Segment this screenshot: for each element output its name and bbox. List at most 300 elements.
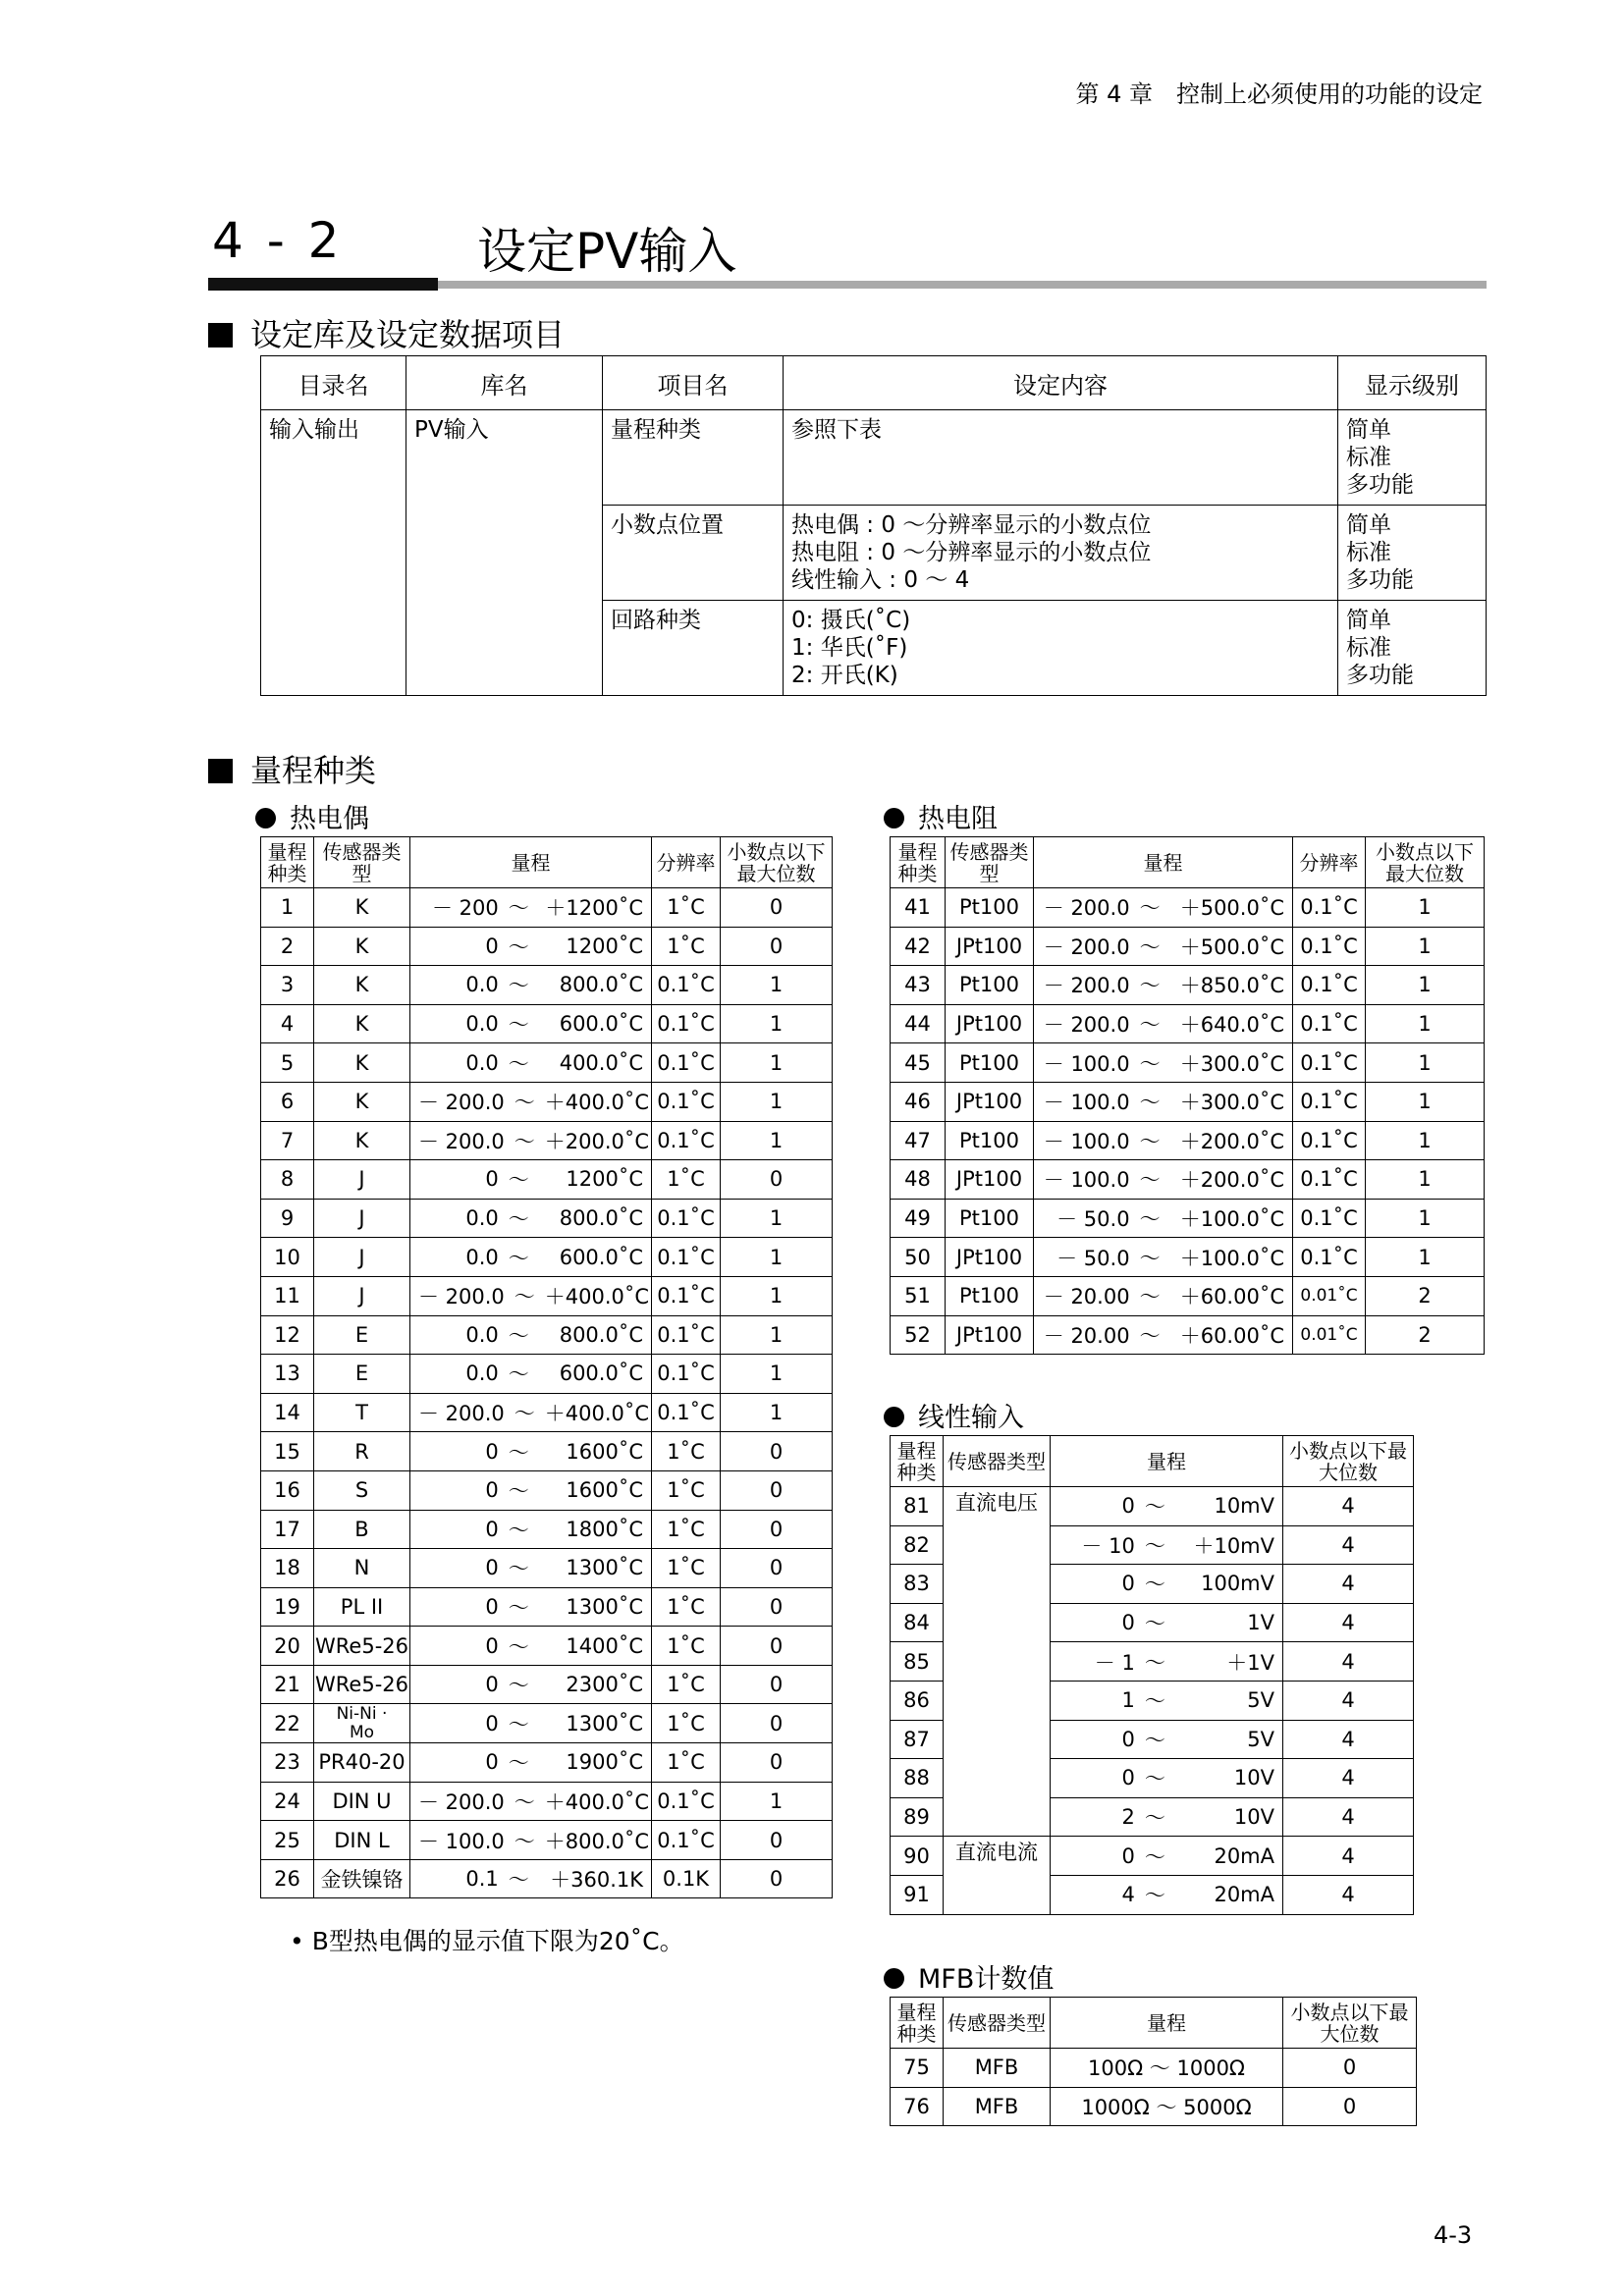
range-cell	[1034, 1043, 1293, 1083]
range-type-number: 47	[891, 1121, 946, 1160]
range-cell	[1034, 1004, 1293, 1043]
linear-table	[890, 1435, 1414, 1915]
range-cell	[1034, 1276, 1293, 1315]
range-separator: ～	[514, 1789, 535, 1814]
range-cell	[1034, 888, 1293, 928]
range-type-number: 1	[261, 888, 314, 928]
range-cell	[410, 1160, 652, 1200]
linear-heading	[884, 1396, 1024, 1434]
max-decimal-places: 1	[1366, 927, 1485, 966]
range	[410, 892, 651, 922]
round-bullet-icon	[884, 1968, 904, 1989]
range-cell	[410, 927, 652, 966]
range-separator: ～	[514, 1285, 535, 1309]
range	[410, 1826, 651, 1855]
range-heading	[208, 746, 376, 791]
range-type-number: 52	[891, 1315, 946, 1355]
range-low: － 10	[1081, 1533, 1135, 1558]
table-row	[261, 1355, 833, 1394]
table-row	[891, 1160, 1485, 1200]
round-bullet-icon	[884, 808, 904, 828]
max-decimal-places: 1	[1366, 1004, 1485, 1043]
range-low: 2	[1121, 1805, 1135, 1830]
range-high: ＋500.0˚C	[1179, 896, 1284, 921]
max-decimal-places: 0	[721, 927, 833, 966]
range	[410, 1087, 651, 1116]
range-separator: ～	[508, 1168, 529, 1193]
range-separator: ～	[1144, 1650, 1165, 1675]
range	[1051, 1725, 1282, 1754]
range	[1034, 1203, 1292, 1233]
range	[410, 1126, 651, 1155]
sensor-type: JPt100	[946, 1082, 1034, 1121]
table-row	[891, 1121, 1485, 1160]
range-low: 0	[485, 1711, 499, 1735]
range-low: 0.0	[465, 1050, 499, 1075]
range-low: 0	[1121, 1494, 1135, 1519]
max-decimal-places: 4	[1283, 1720, 1414, 1759]
range-type-number: 50	[891, 1238, 946, 1277]
level-line: 标准	[1346, 540, 1391, 565]
range-separator: ～	[508, 1751, 529, 1776]
range-separator: ～	[508, 934, 529, 959]
max-decimal-places: 0	[721, 1470, 833, 1510]
col-header: 量程种类	[891, 1436, 944, 1487]
range-cell	[410, 888, 652, 928]
range-type-number: 9	[261, 1199, 314, 1238]
max-decimal-places: 2	[1366, 1276, 1485, 1315]
resolution: 1˚C	[652, 1704, 721, 1743]
range-cell	[1051, 1797, 1283, 1837]
sensor-type: Ni-Ni · Mo	[314, 1704, 410, 1743]
range	[410, 970, 651, 999]
range-separator: ～	[514, 1829, 535, 1853]
range-high: 600.0˚C	[559, 1012, 643, 1037]
range-separator: ～	[514, 1129, 535, 1153]
range-low: 0	[1121, 1572, 1135, 1596]
col-header: 传感器类型	[944, 1436, 1051, 1487]
max-decimal-places: 1	[721, 1393, 833, 1432]
resolution: 0.1˚C	[1293, 1082, 1366, 1121]
range-cell	[410, 1704, 652, 1743]
range	[410, 1787, 651, 1816]
range-type-number: 84	[891, 1603, 944, 1642]
range-type-number: 8	[261, 1160, 314, 1200]
range-low: － 100.0	[1043, 1168, 1130, 1193]
sensor-type: J	[314, 1160, 410, 1200]
range-separator: ～	[508, 1518, 529, 1542]
sensor-type: K	[314, 966, 410, 1005]
table-row	[891, 1238, 1485, 1277]
range-type-number: 11	[261, 1276, 314, 1315]
item-name: 量程种类	[603, 410, 784, 506]
range-separator: ～	[1139, 1168, 1161, 1193]
resolution: 0.1˚C	[1293, 1160, 1366, 1200]
table-row	[261, 1704, 833, 1743]
table-row	[891, 1082, 1485, 1121]
sensor-type: DIN U	[314, 1782, 410, 1821]
range-separator: ～	[1139, 1051, 1161, 1076]
max-decimal-places: 1	[721, 966, 833, 1005]
resolution: 0.1˚C	[652, 966, 721, 1005]
col-header: 传感器类型	[314, 837, 410, 888]
range-cell	[410, 1004, 652, 1043]
range-type-number: 86	[891, 1681, 944, 1720]
range-cell	[1034, 1082, 1293, 1121]
max-decimal-places: 1	[721, 1782, 833, 1821]
range-low: 0	[485, 1633, 499, 1658]
resolution: 0.1K	[652, 1859, 721, 1898]
resolution: 0.1˚C	[1293, 888, 1366, 928]
range-type-number: 81	[891, 1487, 944, 1526]
range-high: 1800˚C	[566, 1517, 643, 1541]
range	[1034, 1281, 1292, 1310]
range-low: － 200	[431, 896, 499, 921]
settings-header-row	[261, 356, 1487, 410]
rtd-header-row	[891, 837, 1485, 888]
max-decimal-places: 1	[721, 1315, 833, 1355]
resolution: 1˚C	[652, 1549, 721, 1588]
range	[410, 1709, 651, 1738]
range-cell	[410, 1199, 652, 1238]
table-row	[261, 1315, 833, 1355]
range-separator: ～	[508, 1051, 529, 1076]
max-decimal-places: 1	[1366, 1238, 1485, 1277]
range-cell	[410, 1743, 652, 1783]
range-type-number: 51	[891, 1276, 946, 1315]
range-type-number: 15	[261, 1432, 314, 1471]
range-type-number: 24	[261, 1782, 314, 1821]
sensor-type: K	[314, 888, 410, 928]
table-row	[261, 1549, 833, 1588]
range-separator: ～	[508, 1013, 529, 1038]
max-decimal-places: 0	[721, 1743, 833, 1783]
range-separator: ～	[508, 974, 529, 998]
range	[1034, 1009, 1292, 1039]
resolution: 0.01˚C	[1293, 1276, 1366, 1315]
range-type-number: 89	[891, 1797, 944, 1837]
sensor-type: E	[314, 1355, 410, 1394]
max-decimal-places: 0	[721, 1627, 833, 1666]
range-low: 0.0	[465, 1322, 499, 1347]
range-cell	[1051, 1642, 1283, 1682]
range-type-number: 4	[261, 1004, 314, 1043]
range	[1051, 1763, 1282, 1792]
range-high: 400.0˚C	[559, 1050, 643, 1075]
resolution: 0.1˚C	[652, 1004, 721, 1043]
table-row	[261, 927, 833, 966]
range-low: － 200.0	[418, 1285, 505, 1309]
range-cell	[410, 1276, 652, 1315]
range	[410, 1475, 651, 1505]
table-row	[261, 1665, 833, 1704]
title-rule-dark	[208, 278, 438, 291]
range-separator: ～	[1139, 1013, 1161, 1038]
range-low: － 20.00	[1043, 1323, 1130, 1348]
col-header: 量程	[410, 837, 652, 888]
range-low: － 200.0	[1043, 974, 1130, 998]
range-high: 1600˚C	[566, 1439, 643, 1464]
range-separator: ～	[508, 1557, 529, 1581]
range-cell	[410, 1082, 652, 1121]
range-type-number: 42	[891, 927, 946, 966]
resolution: 0.1˚C	[652, 1315, 721, 1355]
range	[410, 1592, 651, 1622]
range-cell	[1051, 1565, 1283, 1604]
max-decimal-places: 0	[721, 1510, 833, 1549]
range-low: － 50.0	[1056, 1207, 1130, 1232]
range	[410, 1515, 651, 1544]
max-decimal-places: 1	[1366, 1121, 1485, 1160]
range-cell	[1051, 1759, 1283, 1798]
range	[410, 932, 651, 961]
range-high: 1400˚C	[566, 1633, 643, 1658]
thermocouple-heading	[255, 797, 369, 835]
max-decimal-places: 0	[721, 1587, 833, 1627]
range	[410, 1670, 651, 1699]
max-decimal-places: 4	[1283, 1759, 1414, 1798]
sensor-type-current: 直流电流	[944, 1837, 1051, 1914]
range	[410, 1320, 651, 1350]
range-cell	[1051, 1837, 1283, 1876]
table-row	[891, 1276, 1485, 1315]
level-line: 多功能	[1346, 472, 1414, 498]
rtd-table	[890, 836, 1485, 1355]
range-high: ＋500.0˚C	[1179, 934, 1284, 959]
range	[410, 1281, 651, 1310]
max-decimal-places: 1	[1366, 1160, 1485, 1200]
range-separator: ～	[1139, 896, 1161, 921]
sensor-type: JPt100	[946, 1160, 1034, 1200]
sensor-type: K	[314, 1004, 410, 1043]
max-decimal-places: 1	[1366, 966, 1485, 1005]
table-row	[891, 1043, 1485, 1083]
range-high: 1200˚C	[566, 1167, 643, 1192]
sensor-type: B	[314, 1510, 410, 1549]
max-decimal-places: 1	[721, 1355, 833, 1394]
range-type-number: 75	[891, 2049, 944, 2088]
sensor-type: K	[314, 927, 410, 966]
resolution: 0.1˚C	[652, 1393, 721, 1432]
thermocouple-header-row	[261, 837, 833, 888]
display-level	[1338, 506, 1487, 601]
level-line: 标准	[1346, 635, 1391, 661]
display-level	[1338, 410, 1487, 506]
resolution: 0.1˚C	[652, 1355, 721, 1394]
table-row	[891, 888, 1485, 928]
range-low: － 200.0	[418, 1402, 505, 1426]
max-decimal-places: 0	[721, 1160, 833, 1200]
range	[410, 1243, 651, 1272]
max-decimal-places: 1	[1366, 888, 1485, 928]
range-type-number: 91	[891, 1875, 944, 1914]
range-low: 0	[485, 1517, 499, 1541]
max-decimal-places: 4	[1283, 1565, 1414, 1604]
content-line: 2: 开氏(K)	[791, 663, 898, 688]
resolution: 1˚C	[652, 1627, 721, 1666]
range-cell	[1051, 1487, 1283, 1526]
table-row	[261, 1004, 833, 1043]
range-high: ＋400.0˚C	[544, 1091, 650, 1115]
table-row	[261, 1782, 833, 1821]
range-low: 0	[485, 1478, 499, 1503]
range-type-number: 10	[261, 1238, 314, 1277]
range-separator: ～	[1144, 1612, 1165, 1636]
range-type-number: 17	[261, 1510, 314, 1549]
range	[410, 1164, 651, 1194]
range-low: － 1	[1094, 1650, 1135, 1675]
square-bullet-icon	[208, 323, 233, 347]
range	[410, 1359, 651, 1388]
range-low: － 200.0	[1043, 1013, 1130, 1038]
sensor-type: MFB	[944, 2087, 1051, 2126]
range-type-number: 45	[891, 1043, 946, 1083]
sensor-type: N	[314, 1549, 410, 1588]
max-decimal-places: 2	[1366, 1315, 1485, 1355]
resolution: 1˚C	[652, 1432, 721, 1471]
range-cell	[410, 1393, 652, 1432]
range-type-number: 41	[891, 888, 946, 928]
resolution: 1˚C	[652, 927, 721, 966]
table-row	[891, 1487, 1414, 1526]
table-row	[261, 1393, 833, 1432]
level-line: 简单	[1346, 417, 1391, 443]
resolution: 1˚C	[652, 1665, 721, 1704]
range-high: 800.0˚C	[559, 1206, 643, 1231]
range-type-number: 12	[261, 1315, 314, 1355]
range-type-number: 19	[261, 1587, 314, 1627]
max-decimal-places: 0	[721, 888, 833, 928]
range-high: 1300˚C	[566, 1711, 643, 1735]
range	[410, 1437, 651, 1467]
range-low: 0	[1121, 1611, 1135, 1635]
table-row	[261, 888, 833, 928]
level-line: 多功能	[1346, 663, 1414, 688]
content-line: 热电偶 : 0 ～分辨率显示的小数点位	[791, 512, 1152, 538]
range-low: 0.1	[465, 1867, 499, 1892]
resolution: 0.1˚C	[1293, 1238, 1366, 1277]
col-header: 项目名	[603, 356, 784, 410]
range-separator: ～	[1144, 1728, 1165, 1752]
range	[410, 1864, 651, 1894]
table-row	[261, 410, 1487, 506]
col-header: 量程	[1034, 837, 1293, 888]
range-type-number: 21	[261, 1665, 314, 1704]
max-decimal-places: 4	[1283, 1642, 1414, 1682]
range-cell	[410, 1859, 652, 1898]
range-cell	[1034, 1315, 1293, 1355]
sensor-type: J	[314, 1276, 410, 1315]
max-decimal-places: 4	[1283, 1837, 1414, 1876]
range-low: － 200.0	[1043, 934, 1130, 959]
sensor-type: T	[314, 1393, 410, 1432]
sensor-type: E	[314, 1315, 410, 1355]
range-separator: ～	[1144, 1806, 1165, 1831]
range-cell	[1051, 1875, 1283, 1914]
range-high: 10V	[1233, 1766, 1274, 1790]
range	[410, 1398, 651, 1427]
range-high: ＋1V	[1226, 1650, 1274, 1675]
range-separator: ～	[514, 1402, 535, 1426]
col-header: 量程种类	[891, 1998, 944, 2049]
settings-table	[260, 355, 1487, 696]
table-row	[261, 1587, 833, 1627]
resolution: 0.1˚C	[1293, 966, 1366, 1005]
sensor-type: WRe5-26	[314, 1665, 410, 1704]
table-row	[891, 1837, 1414, 1876]
mfb-table	[890, 1997, 1417, 2126]
range-cell	[1034, 927, 1293, 966]
range	[1051, 1842, 1282, 1871]
sensor-type: Pt100	[946, 888, 1034, 928]
col-header: 库名	[406, 356, 603, 410]
sensor-type: J	[314, 1238, 410, 1277]
col-header: 小数点以下最大位数	[1283, 1998, 1417, 2049]
sensor-type: PR40-20	[314, 1743, 410, 1783]
range-low: － 100.0	[1043, 1091, 1130, 1115]
range-high: 10V	[1233, 1805, 1274, 1830]
square-bullet-icon	[208, 759, 233, 783]
sensor-type: MFB	[944, 2049, 1051, 2088]
max-decimal-places: 0	[721, 1432, 833, 1471]
resolution: 0.1˚C	[1293, 927, 1366, 966]
bank-name: PV输入	[406, 410, 603, 696]
range	[1051, 1569, 1282, 1598]
linear-title: 线性输入	[918, 1403, 1024, 1433]
range-type-number: 22	[261, 1704, 314, 1743]
range-type-number: 83	[891, 1565, 944, 1604]
setting-content	[784, 410, 1338, 506]
settings-heading	[208, 310, 565, 355]
range-type-number: 76	[891, 2087, 944, 2126]
range-type-number: 6	[261, 1082, 314, 1121]
resolution: 0.1˚C	[652, 1199, 721, 1238]
max-decimal-places: 1	[721, 1043, 833, 1083]
max-decimal-places: 0	[721, 1665, 833, 1704]
range-cell	[410, 1355, 652, 1394]
table-row	[261, 1238, 833, 1277]
range-high: ＋850.0˚C	[1179, 974, 1284, 998]
range-separator: ～	[1139, 1246, 1161, 1270]
range-separator: ～	[508, 1674, 529, 1698]
range-low: 0	[485, 1673, 499, 1697]
range-high: 20mA	[1214, 1843, 1274, 1868]
range-high: 600.0˚C	[559, 1362, 643, 1386]
resolution: 1˚C	[652, 1510, 721, 1549]
range-high: ＋300.0˚C	[1179, 1091, 1284, 1115]
range-high: ＋200.0˚C	[1179, 1129, 1284, 1153]
range-cell	[410, 1238, 652, 1277]
range-cell	[1034, 1160, 1293, 1200]
range-cell	[410, 1821, 652, 1860]
range-cell	[410, 1470, 652, 1510]
col-header: 量程	[1051, 1436, 1283, 1487]
range-low: － 200.0	[1043, 896, 1130, 921]
range-separator: ～	[508, 1634, 529, 1659]
range-separator: ～	[1144, 1533, 1165, 1558]
table-row	[261, 1043, 833, 1083]
range-cell	[1034, 1199, 1293, 1238]
range-high: 1600˚C	[566, 1478, 643, 1503]
max-decimal-places: 0	[1283, 2087, 1417, 2126]
range-low: － 20.00	[1043, 1285, 1130, 1309]
thermocouple-title: 热电偶	[290, 804, 369, 834]
range-high: ＋1200˚C	[545, 896, 643, 921]
range-separator: ～	[1139, 1129, 1161, 1153]
range	[1034, 1243, 1292, 1272]
max-decimal-places: 1	[721, 1276, 833, 1315]
range	[1034, 1164, 1292, 1194]
